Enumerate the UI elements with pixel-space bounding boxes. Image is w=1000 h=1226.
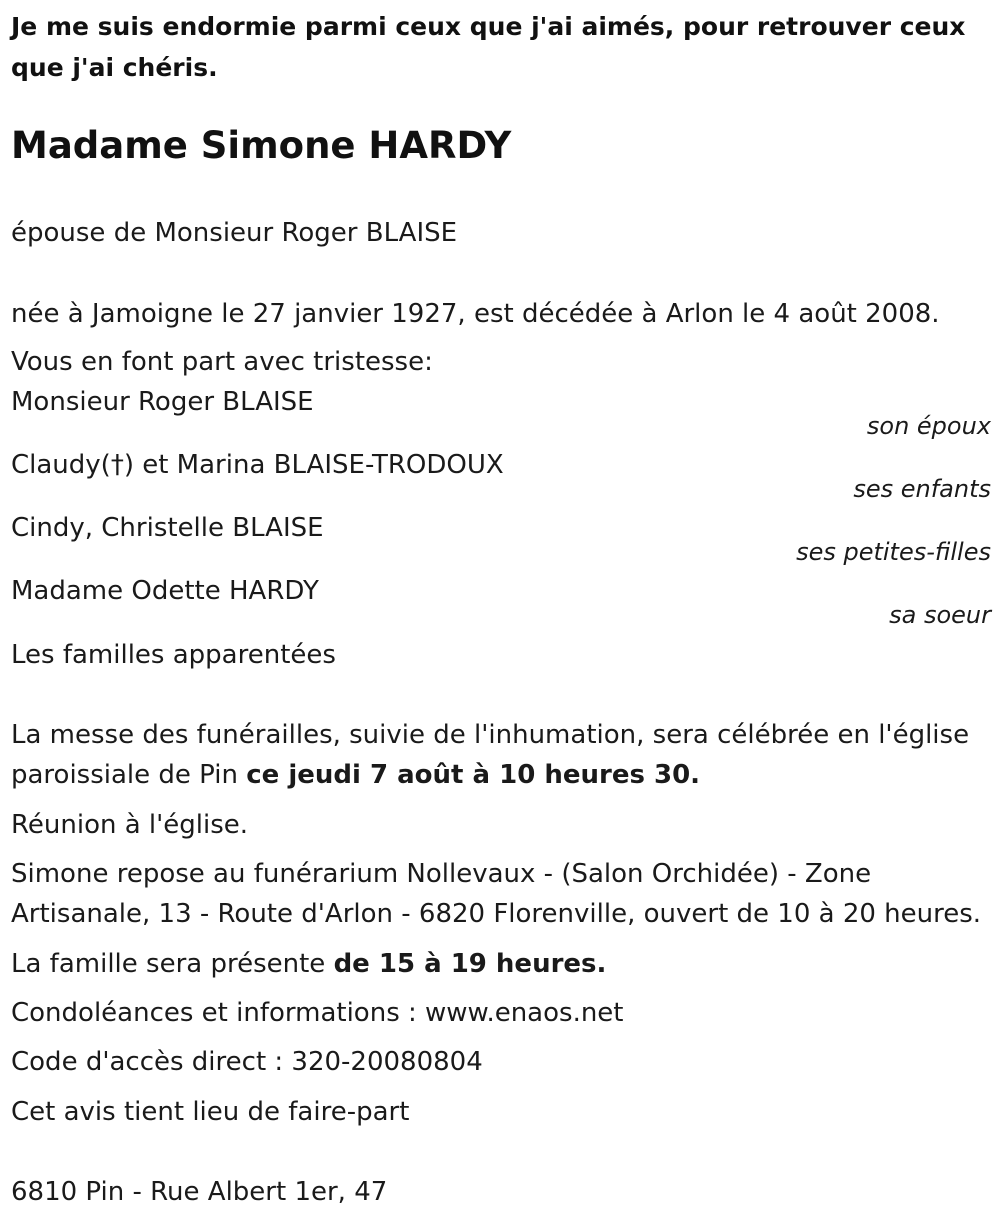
spouse-line: épouse de Monsieur Roger BLAISE xyxy=(11,218,458,248)
condolences-line: Condoléances et informations : www.enaos.net xyxy=(11,998,624,1028)
birth-death-line: née à Jamoigne le 27 janvier 1927, est décédée à Arlon le 4 août 2008. xyxy=(11,299,940,329)
mourner-relation: ses enfants xyxy=(853,475,991,503)
mourner-name: Monsieur Roger BLAISE xyxy=(11,387,314,417)
notice-line: Cet avis tient lieu de faire-part xyxy=(11,1097,410,1127)
deceased-name: Madame Simone HARDY xyxy=(11,124,512,167)
families-line: Les familles apparentées xyxy=(11,640,336,670)
rest-paragraph: Simone repose au funérarium Nollevaux - (Salon Orchidée) - Zone Artisanale, 13 - Route d'Arlon - 6820 Florenville, ouvert de 10 à 20 heures. xyxy=(11,859,982,929)
mourner-name: Madame Odette HARDY xyxy=(11,576,319,606)
mass-date: ce jeudi 7 août à 10 heures 30. xyxy=(246,760,701,790)
mourner-name: Cindy, Christelle BLAISE xyxy=(11,513,324,543)
family-presence-line xyxy=(11,944,991,984)
epitaph-quote: Je me suis endormie parmi ceux que j'ai aimés, pour retrouver ceux que j'ai chéris. xyxy=(11,12,966,82)
mass-paragraph xyxy=(11,715,991,795)
family-presence-text: La famille sera présente xyxy=(11,949,334,979)
address-line: 6810 Pin - Rue Albert 1er, 47 xyxy=(11,1177,388,1207)
family-presence-hours: de 15 à 19 heures. xyxy=(333,949,607,979)
mass-text: La messe des funérailles, suivie de l'inhumation, sera célébrée en l'église paroissiale de Pin xyxy=(11,720,970,790)
mourner-relation: ses petites-filles xyxy=(796,538,991,566)
meeting-line: Réunion à l'église. xyxy=(11,810,249,840)
mourner-relation: son époux xyxy=(866,412,991,440)
mourner-relation: sa soeur xyxy=(889,601,991,629)
mourner-name: Claudy(†) et Marina BLAISE-TRODOUX xyxy=(11,450,504,480)
announcement-intro: Vous en font part avec tristesse: xyxy=(11,347,433,377)
access-code-line: Code d'accès direct : 320-20080804 xyxy=(11,1047,483,1077)
